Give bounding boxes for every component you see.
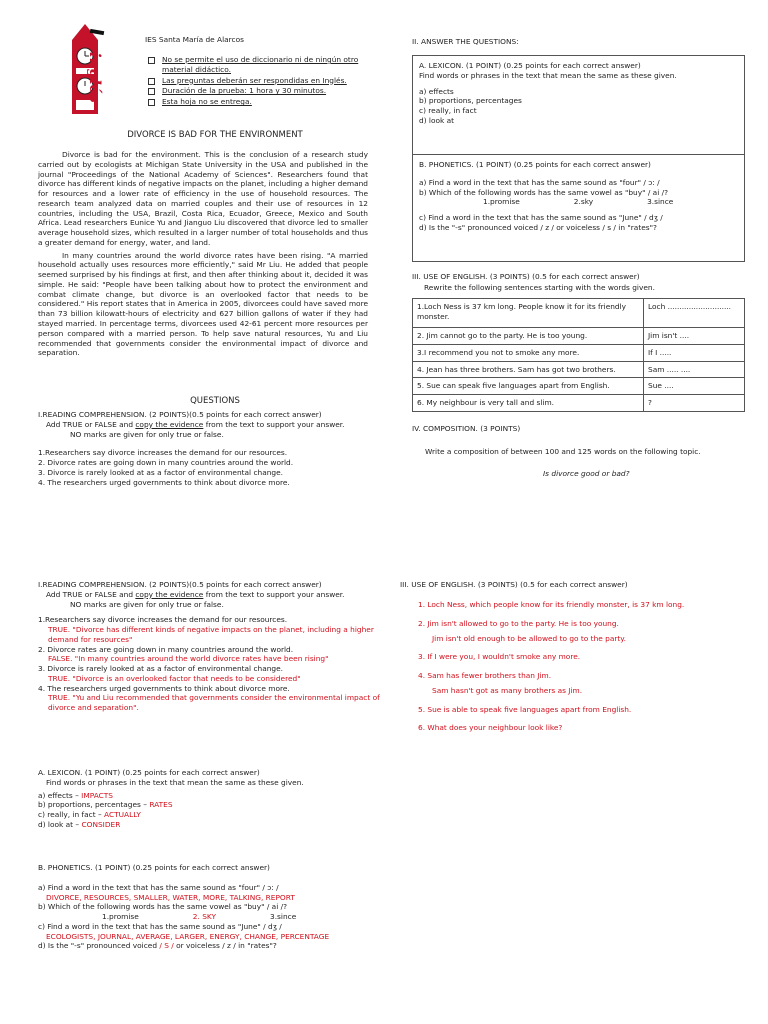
reading-answer: TRUE. "Divorce is an overlooked factor that needs to be considered" [48,673,301,683]
reading-section [38,410,378,487]
english-answer: 6. What does your neighbour look like? [418,723,563,733]
english-instructions: Rewrite the following sentences starting with the words given. [424,283,655,292]
reading-item: 1.Researchers say divorce increases the demand for our resources. [38,615,288,625]
rule-item: No se permite el uso de diccionario ni de ningún otro material didáctico. [148,55,376,75]
english-heading: III. USE OF ENGLISH. (3 POINTS) (0.5 for each correct answer) [412,272,640,281]
reading-instructions-2: NO marks are given for only true or false. [70,599,224,609]
lexicon-answer-row: c) really, in fact – ACTUALLY [38,810,141,820]
phonetics-item: d) Is the "-s" pronounced voiced / z / or voiceless / s / in "rates"? [419,222,657,232]
lexicon-instructions: Find words or phrases in the text that mean the same as these given. [419,70,677,80]
reading-item: 1.Researchers say divorce increases the demand for our resources. [38,448,288,458]
composition-instructions: Write a composition of between 100 and 125 words on the following topic. [425,447,701,456]
lexicon-answers-section [38,768,383,830]
table-row: 5. Sue can speak five languages apart from English. Sue .... [413,378,745,395]
composition-topic: Is divorce good or bad? [543,469,630,478]
phonetics-item: b) Which of the following words has the same vowel as "buy" / ai /? [419,187,669,197]
english-answer: 1. Loch Ness, which people know for its friendly monster, is 37 km long. [418,600,685,609]
article-paragraph: Divorce is bad for the environment. This is the conclusion of a research study carried out by ecologists at Michigan State University in the USA and published in the journal "Proceedings of the National Academy of Sciences". Researchers found that divorce has different kinds of negative impacts on the planet, including a higher demand for resources and a lower rate of efficiency in the use of household resources. The research team analyzed data on married couples and their use of resources in 12 countries, including the USA, Brazil, Costa Rica, Ecuador, Greece, Mexico and South Africa. Lead researchers Eunice Yu and Jianguo Liu discovered that divorce led to smaller average household sizes, which resulted in a larger number of total households and thus a greater demand for energy, water, and land. [38,150,368,247]
article-body [38,150,368,358]
table-row: 6. My neighbour is very tall and slim. ? [413,395,745,412]
english-answers-heading: III. USE OF ENGLISH. (3 POINTS) (0.5 for each correct answer) [400,580,628,589]
article-paragraph: In many countries around the world divorce rates have been rising. "A married household actually uses resources more efficiently," said Mr Liu. He added that people seemed surprised by his findings at first, and then after thinking about it, decided it was simple. He said: "People have been talking about how to protect the environment and combat climate change, but divorce is an overlooked factor that needs to be considered." His report states that in America in 2005, divorcees could have saved more than 73 billion kilowatt-hours of electricity and 627 billion gallons of water if they had stayed married. In percentage terms, divorcees used 42-61 percent more resources per person compared with a married person. To help save natural resources, Yu and Liu recommended that governments consider the environmental impact of divorce and separation. [38,250,368,358]
school-name: IES Santa María de Alarcos [145,35,244,44]
reading-answer: TRUE. "Divorce has different kinds of negative impacts on the planet, including a higher demand for resources" [48,625,374,644]
english-answer: 4. Sam has fewer brothers than Jim. [418,671,552,681]
english-answers [418,600,748,733]
phonetics-box [412,154,745,262]
rule-item: Esta hoja no se entrega. [148,97,376,107]
phonetics-answer: ECOLOGISTS, JOURNAL, AVERAGE, LARGER, ENERGY, CHANGE, PERCENTAGE [46,931,330,941]
phonetics-item: b) Which of the following words has the same vowel as "buy" / ai /? [38,902,288,912]
table-row: 4. Jean has three brothers. Sam has got two brothers. Sam ..... .... [413,361,745,378]
rules-list [148,55,376,108]
lexicon-item: c) really, in fact [419,106,477,116]
phonetics-item: c) Find a word in the text that has the same sound as "June" / dʒ / [419,213,663,223]
lexicon-heading: A. LEXICON. (1 POINT) (0.25 points for each correct answer) [38,768,260,777]
phonetics-options: 1.promise 2.sky 3.since [483,197,674,207]
reading-item: 4. The researchers urged governments to think about divorce more. [38,477,290,487]
phonetics-options: 1.promise 2. SKY 3.since [102,912,297,922]
lexicon-heading: A. LEXICON. (1 POINT) (0.25 points for each correct answer) [419,61,641,70]
phonetics-item: a) Find a word in the text that has the same sound as "four" / ɔ: / [38,882,279,892]
rule-item: Las preguntas deberán ser respondidas en Inglés. [148,76,376,86]
english-answer: 3. If I were you, I wouldn't smoke any more. [418,652,581,662]
reading-instructions: Add TRUE or FALSE and copy the evidence from the text to support your answer. [46,589,345,599]
reading-instructions: Add TRUE or FALSE and copy the evidence from the text to support your answer. [46,419,345,429]
lexicon-box [412,55,745,155]
reading-item: 4. The researchers urged governments to think about divorce more. [38,683,290,693]
phonetics-item: a) Find a word in the text that has the same sound as "four" / ɔ: / [419,177,660,187]
table-row: 3.I recommend you not to smoke any more. If I ..... [413,344,745,361]
english-answer: Sam hasn't got as many brothers as Jim. [432,685,583,695]
school-logo [60,22,130,117]
logo-text: inglés [86,52,104,103]
phonetics-item: d) Is the "-s" pronounced voiced / S / or voiceless / z / in "rates"? [38,941,277,951]
reading-answers-section [38,580,383,713]
english-answer: Jim isn't old enough to be allowed to go to the party. [432,633,626,643]
section2-title: II. ANSWER THE QUESTIONS: [412,37,519,46]
reading-item: 3. Divorce is rarely looked at as a factor of environmental change. [38,467,284,477]
lexicon-instructions: Find words or phrases in the text that mean the same as these given. [46,777,304,787]
phonetics-answers-section [38,863,383,951]
lexicon-item: b) proportions, percentages [419,96,522,106]
lexicon-answer-row: d) look at – CONSIDER [38,819,121,829]
rule-item: Duración de la prueba: 1 hora y 30 minutos. [148,86,376,96]
lexicon-item: d) look at [419,115,455,125]
questions-title: QUESTIONS [190,396,240,406]
lexicon-item: a) effects [419,86,454,96]
phonetics-heading: B. PHONETICS. (1 POINT) (0.25 points for each correct answer) [38,863,270,872]
composition-heading: IV. COMPOSITION. (3 POINTS) [412,424,521,433]
reading-item: 3. Divorce is rarely looked at as a factor of environmental change. [38,664,284,674]
reading-item: 2. Divorce rates are going down in many countries around the world. [38,458,294,468]
table-row: 1.Loch Ness is 37 km long. People know it for its friendly monster. Loch ........................... [413,299,745,328]
reading-instructions-2: NO marks are given for only true or false. [70,429,224,439]
reading-heading: I.READING COMPREHENSION. (2 POINTS)(0.5 points for each correct answer) [38,580,322,589]
phonetics-answer: DIVORCE, RESOURCES, SMALLER, WATER, MORE, TALKING, REPORT [46,892,295,902]
lexicon-answer-row: a) effects – IMPACTS [38,790,114,800]
english-answer: 5. Sue is able to speak five languages apart from English. [418,704,632,714]
english-table [412,298,745,412]
reading-answer: TRUE. "Yu and Liu recommended that governments consider the environmental impact of divorce and separation". [48,693,380,713]
phonetics-item: c) Find a word in the text that has the same sound as "June" / dʒ / [38,921,282,931]
lexicon-answer-row: b) proportions, percentages – RATES [38,800,173,810]
reading-heading: I.READING COMPREHENSION. (2 POINTS)(0.5 points for each correct answer) [38,410,322,419]
reading-answer: FALSE. "In many countries around the world divorce rates have been rising" [48,654,329,664]
phonetics-heading: B. PHONETICS. (1 POINT) (0.25 points for each correct answer) [419,160,651,169]
english-answer: 2. Jim isn't allowed to go to the party. He is too young. [418,618,619,628]
reading-item: 2. Divorce rates are going down in many countries around the world. [38,644,294,654]
article-title: DIVORCE IS BAD FOR THE ENVIRONMENT [127,130,303,140]
table-row: 2. Jim cannot go to the party. He is too young. Jim isn't .... [413,328,745,345]
